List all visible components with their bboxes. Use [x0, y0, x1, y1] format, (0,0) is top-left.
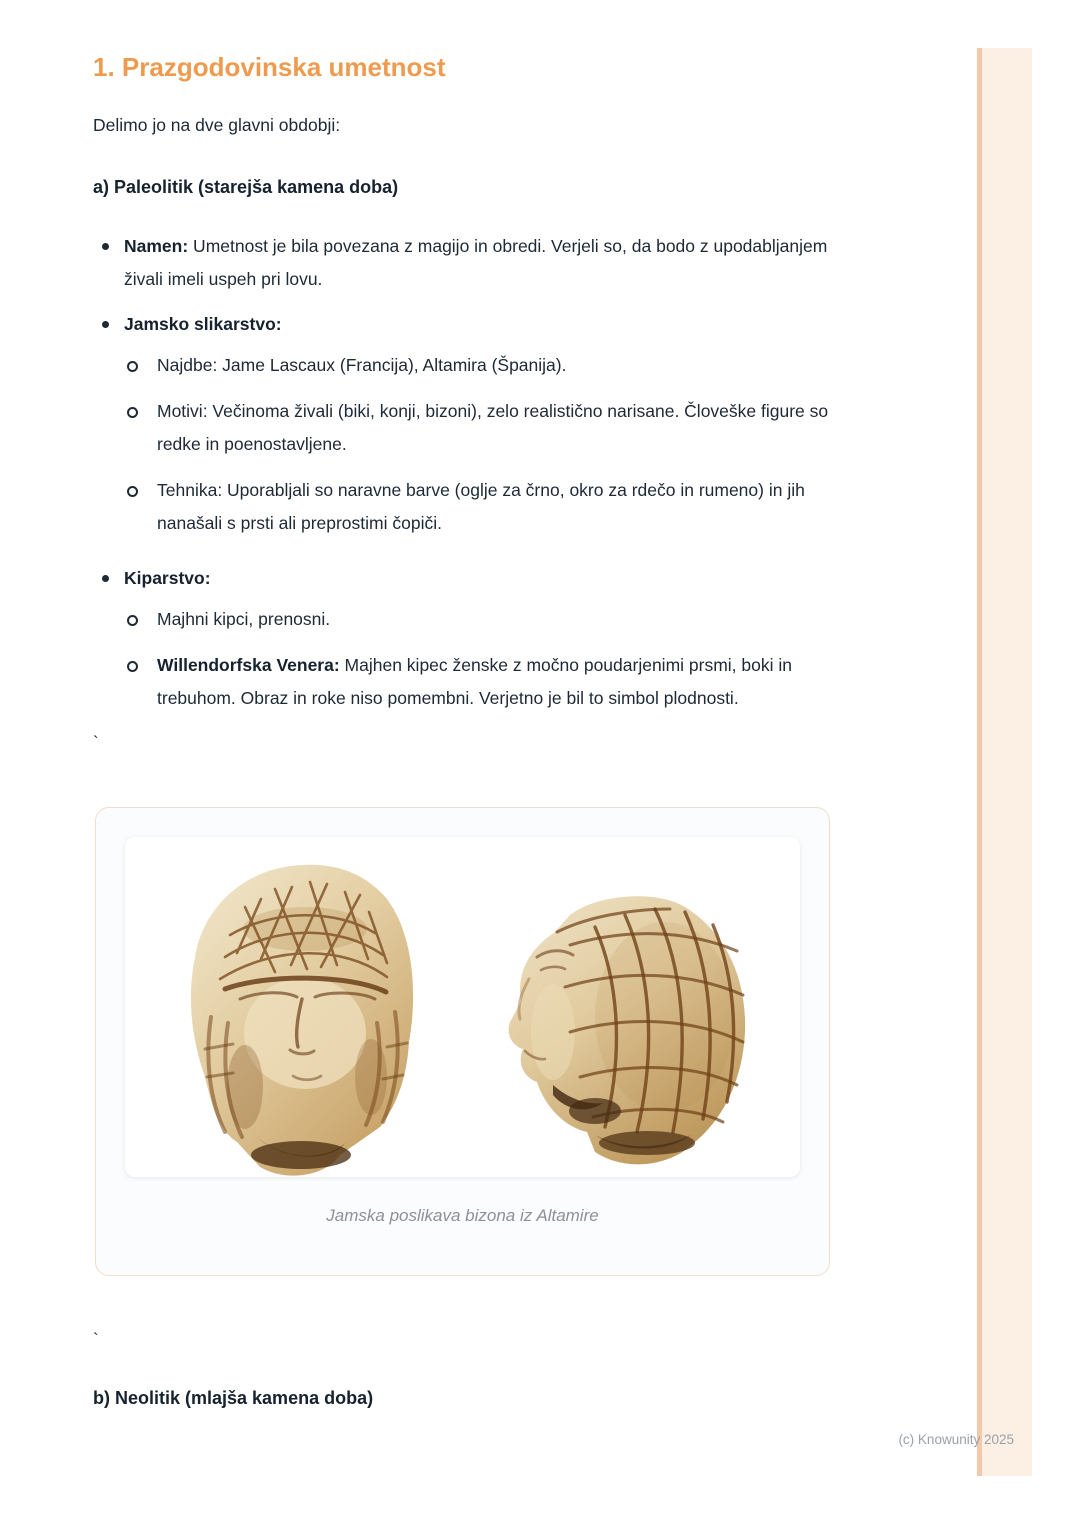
bullet-dot-icon — [102, 575, 109, 582]
list-item-label: Kiparstvo: — [124, 568, 211, 588]
sub-item-venera — [124, 649, 841, 715]
stray-backtick: ` — [93, 1330, 99, 1349]
figure-caption: Jamska poslikava bizona iz Altamire — [326, 1206, 599, 1225]
list-item-kiparstvo — [93, 562, 841, 595]
bullet-list — [93, 230, 841, 715]
page-title: 1. Prazgodovinska umetnost — [93, 52, 446, 82]
bullet-dot-icon — [102, 243, 109, 250]
figure-image — [125, 837, 800, 1177]
sub-item-text: Tehnika: Uporabljali so naravne barve (oglje za črno, okro za rdečo in rumeno) in jih nanašali s prsti ali preprostimi čopiči. — [157, 480, 805, 533]
sub-item-label: Willendorfska Venera: — [157, 655, 340, 675]
sub-item-text: Majhni kipci, prenosni. — [157, 609, 331, 629]
list-item-jamsko — [93, 308, 841, 341]
bullet-circle-icon — [127, 407, 138, 418]
figure-card — [95, 807, 830, 1276]
sub-item-kipci — [124, 603, 841, 636]
section-b-heading: b) Neolitik (mlajša kamena doba) — [93, 1388, 374, 1408]
bullet-circle-icon — [127, 661, 138, 672]
bullet-circle-icon — [127, 615, 138, 626]
sublist-kiparstvo — [93, 603, 841, 715]
list-item-label: Namen: — [124, 236, 189, 256]
bullet-circle-icon — [127, 486, 138, 497]
list-item-label: Jamsko slikarstvo: — [124, 314, 282, 334]
copyright-footer: (c) Knowunity 2025 — [898, 1432, 1014, 1447]
sub-item-motivi — [124, 395, 841, 461]
stray-backtick: ` — [93, 733, 99, 752]
sublist-jamsko — [93, 349, 841, 540]
venus-head-sculpture-illustration — [125, 837, 800, 1177]
page-edge-stripe — [977, 48, 1032, 1476]
sub-item-tehnika — [124, 474, 841, 540]
bullet-dot-icon — [102, 321, 109, 328]
sub-item-text: Najdbe: Jame Lascaux (Francija), Altamira (Španija). — [157, 355, 567, 375]
list-item-namen — [93, 230, 841, 296]
intro-text: Delimo jo na dve glavni obdobji: — [93, 115, 341, 135]
sub-item-text: Motivi: Večinoma živali (biki, konji, bizoni), zelo realistično narisane. Človeške figure so redke in poenostavljene. — [157, 401, 829, 454]
section-a-heading: a) Paleolitik (starejša kamena doba) — [93, 177, 399, 197]
bullet-circle-icon — [127, 361, 138, 372]
sub-item-text: Majhen kipec ženske z močno poudarjenimi prsmi, boki in trebuhom. Obraz in roke niso pomembni. Verjetno je bil to simbol plodnosti. — [157, 655, 792, 708]
sub-item-najdbe — [124, 349, 841, 382]
document-content — [93, 50, 841, 1409]
list-item-text: Umetnost je bila povezana z magijo in obredi. Verjeli so, da bodo z upodabljanjem živali imeli uspeh pri lovu. — [124, 236, 828, 289]
